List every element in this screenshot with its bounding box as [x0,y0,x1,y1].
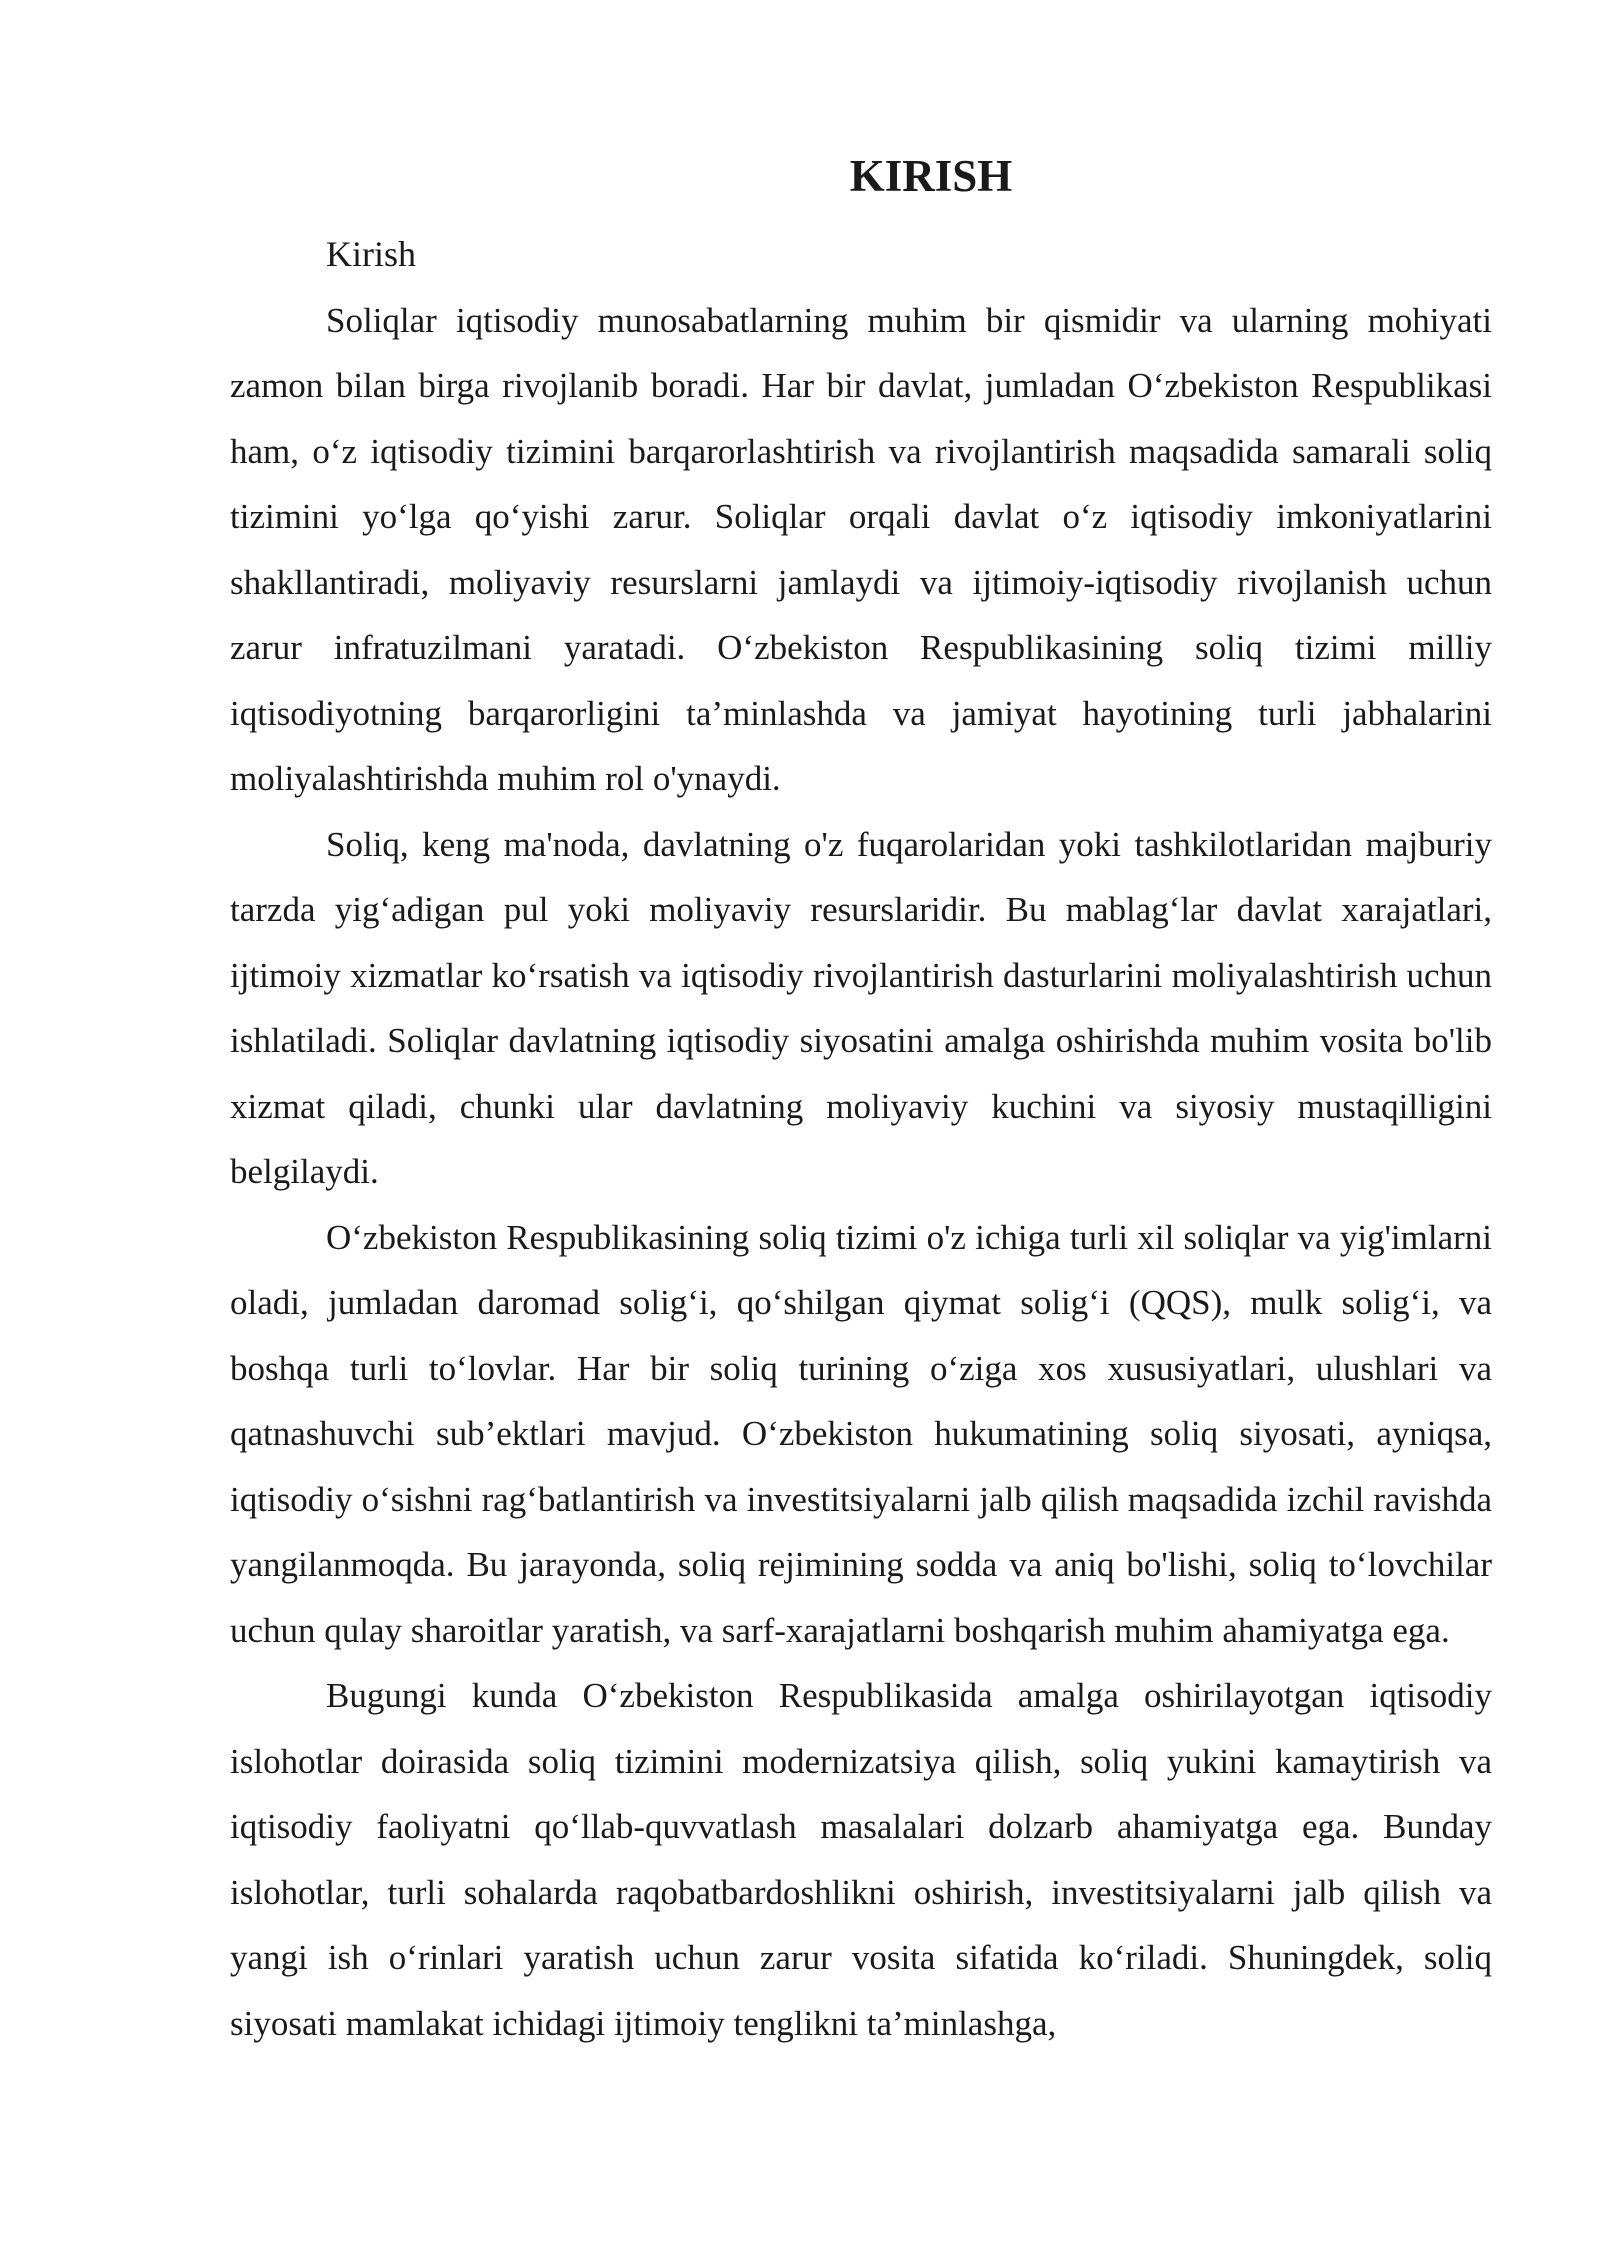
document-page [230,140,1492,2056]
paragraph-4: Bugungi kunda O‘zbekiston Respublikasida amalga oshirilayotgan iqtisodiy islohotlar doirasida soliq tizimini modernizatsiya qilish, soliq yukini kamaytirish va iqtisodiy faoliyatni qo‘llab-quvvatlash masalalari dolzarb ahamiyatga ega. Bunday islohotlar, turli sohalarda raqobatbardoshlikni oshirish, investitsiyalarni jalb qilish va yangi ish o‘rinlari yaratish uchun zarur vosita sifatida ko‘riladi. Shuningdek, soliq siyosati mamlakat ichidagi ijtimoiy tenglikni ta’minlashga, [230,1676,1492,2043]
paragraph-3: O‘zbekiston Respublikasining soliq tizimi o'z ichiga turli xil soliqlar va yig'imlarni oladi, jumladan daromad solig‘i, qo‘shilgan qiymat solig‘i (QQS), mulk solig‘i, va boshqa turli to‘lovlar. Har bir soliq turining o‘ziga xos xususiyatlari, ulushlari va qatnashuvchi sub’ektlari mavjud. O‘zbekiston hukumatining soliq siyosati, ayniqsa, iqtisodiy o‘sishni rag‘batlantirish va investitsiyalarni jalb qilish maqsadida izchil ravishda yangilanmoqda. Bu jarayonda, soliq rejimining sodda va aniq bo'lishi, soliq to‘lovchilar uchun qulay sharoitlar yaratish, va sarf-xarajatlarni boshqarish muhim ahamiyatga ega. [230,1217,1492,1650]
page-title: KIRISH [849,151,1013,201]
section-subheading: Kirish [326,234,416,274]
paragraph-1: Soliqlar iqtisodiy munosabatlarning muhim bir qismidir va ularning mohiyati zamon bilan birga rivojlanib boradi. Har bir davlat, jumladan O‘zbekiston Respublikasi ham, o‘z iqtisodiy tizimini barqarorlashtirish va rivojlantirish maqsadida samarali soliq tizimini yo‘lga qo‘yishi zarur. Soliqlar orqali davlat o‘z iqtisodiy imkoniyatlarini shakllantiradi, moliyaviy resurslarni jamlaydi va ijtimoiy-iqtisodiy rivojlanish uchun zarur infratuzilmani yaratadi. O‘zbekiston Respublikasining soliq tizimi milliy iqtisodiyotning barqarorligini ta’minlashda va jamiyat hayotining turli jabhalarini moliyalashtirishda muhim rol o'ynaydi. [230,300,1492,798]
paragraph-2: Soliq, keng ma'noda, davlatning o'z fuqarolaridan yoki tashkilotlaridan majburiy tarzda yig‘adigan pul yoki moliyaviy resurslaridir. Bu mablag‘lar davlat xarajatlari, ijtimoiy xizmatlar ko‘rsatish va iqtisodiy rivojlantirish dasturlarini moliyalashtirish uchun ishlatiladi. Soliqlar davlatning iqtisodiy siyosatini amalga oshirishda muhim vosita bo'lib xizmat qiladi, chunki ular davlatning moliyaviy kuchini va siyosiy mustaqilligini belgilaydi. [230,824,1492,1191]
